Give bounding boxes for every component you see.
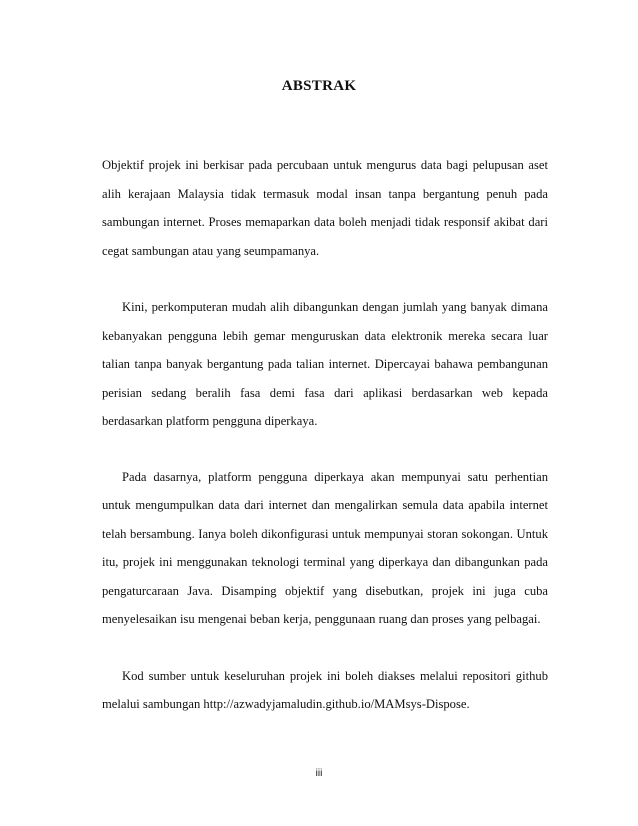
abstract-paragraph-4: Kod sumber untuk keseluruhan projek ini boleh diakses melalui repositori github melalui sambungan http://azwadyjamaludin.github.io/MAMsys-Dispose. — [102, 668, 548, 711]
page-title: ABSTRAK — [281, 78, 357, 94]
abstract-paragraph-3: Pada dasarnya, platform pengguna diperkaya akan mempunyai satu perhentian untuk mengumpulkan data dari internet dan mengalirkan semula data apabila internet telah bersambung. Ianya boleh dikonfigurasi untuk mempunyai storan sokongan. Untuk itu, projek ini menggunakan teknologi terminal yang diperkaya dan dibangunkan pada pengaturcaraan Java. Disamping objektif yang disebutkan, projek ini juga cuba menyelesaikan isu mengenai beban kerja, penggunaan ruang dan proses yang pelbagai. — [102, 469, 548, 626]
abstract-paragraph-2: Kini, perkomputeran mudah alih dibangunkan dengan jumlah yang banyak dimana kebanyakan pengguna lebih gemar menguruskan data elektronik mereka secara luar talian tanpa banyak bergantung pada talian internet. Dipercayai bahawa pembangunan perisian sedang beralih fasa demi fasa dari aplikasi berdasarkan web kepada berdasarkan platform pengguna diperkaya. — [102, 300, 548, 428]
page-number: iii — [315, 768, 323, 779]
abstract-paragraph-1: Objektif projek ini berkisar pada percubaan untuk mengurus data bagi pelupusan aset alih kerajaan Malaysia tidak termasuk modal insan tanpa bergantung penuh pada sambungan internet. Proses memaparkan data boleh menjadi tidak responsif akibat dari cegat sambungan atau yang seumpamanya. — [102, 158, 548, 258]
abstract-body — [102, 151, 548, 719]
